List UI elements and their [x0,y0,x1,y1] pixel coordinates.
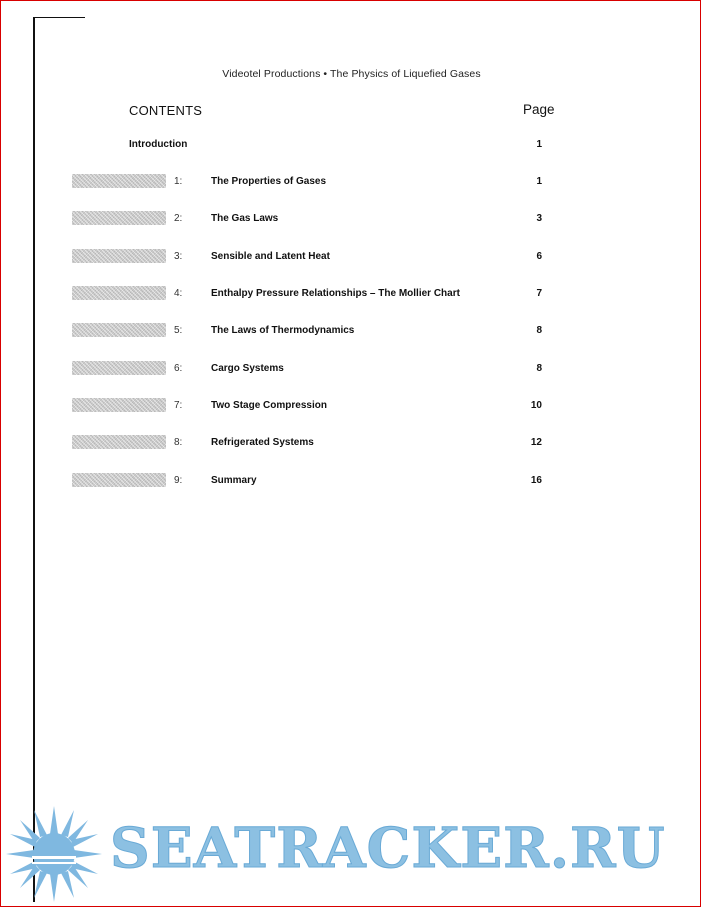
chapter-title: Refrigerated Systems [211,437,314,448]
watermark-text: SEATRACKER.RU [110,815,666,880]
chapter-shade-band [72,398,166,412]
toc-row [0,437,703,453]
chapter-page: 8 [536,363,542,374]
chapter-title: Two Stage Compression [211,400,327,411]
toc-row [0,363,703,379]
chapter-page: 16 [530,475,542,486]
page-column-heading: Page [523,102,555,117]
toc-row [0,251,703,267]
chapter-number: 4: [174,288,183,299]
chapter-number: 9: [174,475,183,486]
chapter-shade-band [72,174,166,188]
chapter-title: Cargo Systems [211,363,284,374]
chapter-shade-band [72,211,166,225]
chapter-shade-band [72,249,166,263]
top-corner-rule [33,17,85,18]
chapter-shade-band [72,361,166,375]
chapter-number: 7: [174,400,183,411]
chapter-page: 6 [536,251,542,262]
chapter-shade-band [72,286,166,300]
sun-sea-logo-icon [4,804,104,904]
chapter-page: 10 [530,400,542,411]
chapter-number: 5: [174,325,183,336]
chapter-shade-band [72,435,166,449]
toc-row [0,288,703,304]
chapter-number: 1: [174,176,183,187]
chapter-page: 7 [536,288,542,299]
toc-row [0,400,703,416]
chapter-shade-band [72,473,166,487]
contents-heading: CONTENTS [129,103,203,118]
chapter-number: 3: [174,251,183,262]
toc-row [0,213,703,229]
chapter-number: 2: [174,213,183,224]
toc-row [0,176,703,192]
chapter-page: 8 [536,325,542,336]
toc-row [0,325,703,341]
chapter-page: 12 [530,437,542,448]
chapter-title: The Gas Laws [211,213,279,224]
running-header: Videotel Productions • The Physics of Liquefied Gases [222,68,481,80]
chapter-page: 1 [536,176,542,187]
chapter-title: The Laws of Thermodynamics [211,325,355,336]
chapter-title: The Properties of Gases [211,176,327,187]
chapter-title: Summary [211,475,257,486]
chapter-title: Sensible and Latent Heat [211,251,330,262]
watermark [0,800,703,905]
chapter-title: Enthalpy Pressure Relationships – The Mollier Chart [211,288,460,299]
toc-row [0,475,703,491]
chapter-number: 6: [174,363,183,374]
toc-introduction-row [0,139,703,155]
chapter-page: 3 [536,213,542,224]
chapter-shade-band [72,323,166,337]
introduction-title: Introduction [129,139,188,150]
chapter-number: 8: [174,437,183,448]
introduction-page: 1 [536,139,542,150]
